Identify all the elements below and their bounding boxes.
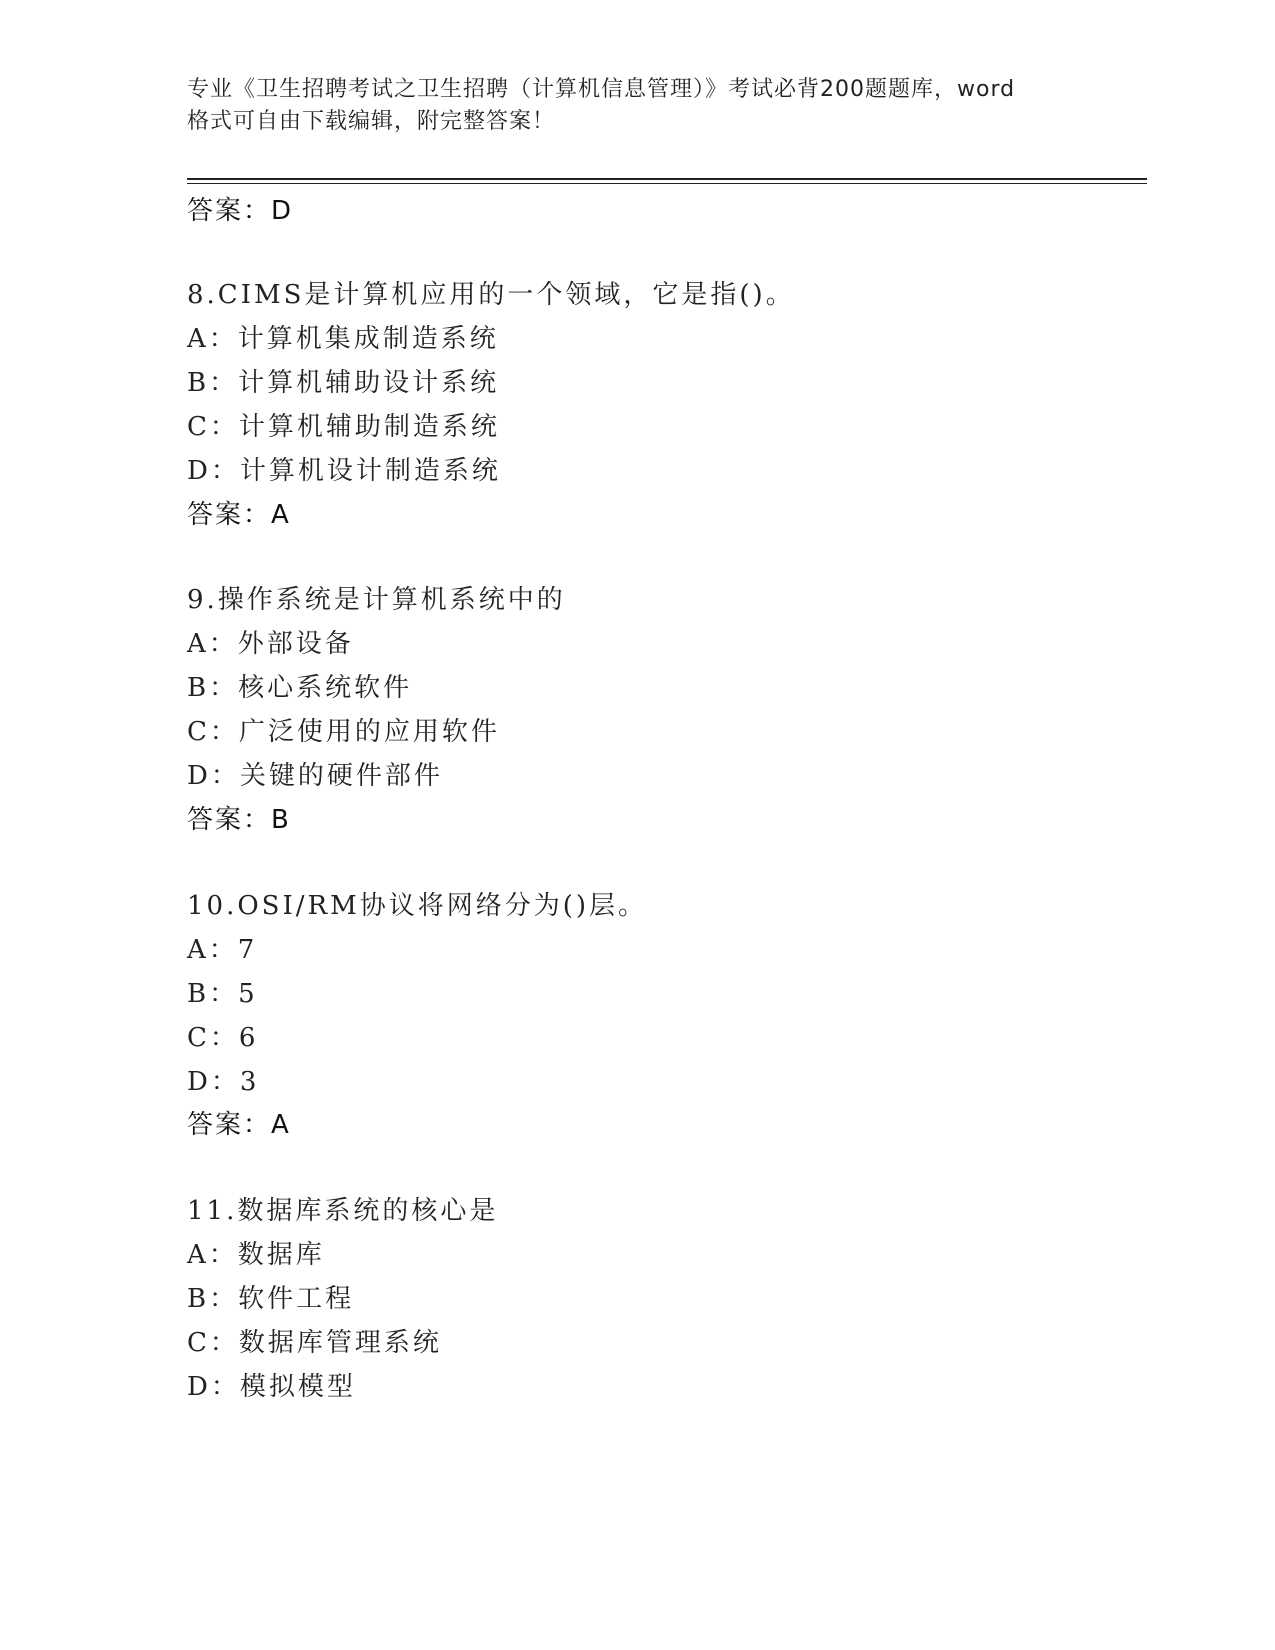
option-a: A：数据库 xyxy=(187,1240,325,1270)
header-line-1: 专业《卫生招聘考试之卫生招聘（计算机信息管理）》考试必背200题题库，word xyxy=(187,77,1016,102)
option-a: A：外部设备 xyxy=(187,629,354,659)
option-b: B：软件工程 xyxy=(187,1284,355,1314)
option-d: D：3 xyxy=(187,1067,260,1097)
option-c: C：计算机辅助制造系统 xyxy=(187,412,500,442)
header-line-2: 格式可自由下载编辑，附完整答案！ xyxy=(187,109,556,134)
answer-line: 答案：A xyxy=(187,1110,291,1140)
option-d: D：模拟模型 xyxy=(187,1372,356,1402)
answer-line: 答案：D xyxy=(187,196,294,226)
question-text: 10.OSI/RM协议将网络分为()层。 xyxy=(187,891,647,921)
option-b: B：计算机辅助设计系统 xyxy=(187,368,500,398)
option-d: D：计算机设计制造系统 xyxy=(187,456,501,486)
answer-line: 答案：A xyxy=(187,500,291,530)
question-text: 9.操作系统是计算机系统中的 xyxy=(187,585,566,615)
option-c: C：6 xyxy=(187,1023,259,1053)
option-d: D：关键的硬件部件 xyxy=(187,761,443,791)
option-c: C：广泛使用的应用软件 xyxy=(187,717,500,747)
header-divider-thin xyxy=(187,183,1147,184)
option-b: B：5 xyxy=(187,979,258,1009)
header-divider xyxy=(187,178,1147,180)
option-b: B：核心系统软件 xyxy=(187,673,413,703)
question-text: 11.数据库系统的核心是 xyxy=(187,1196,499,1226)
option-a: A：计算机集成制造系统 xyxy=(187,324,499,354)
document-page xyxy=(187,0,1147,1650)
answer-line: 答案：B xyxy=(187,805,291,835)
question-text: 8.CIMS是计算机应用的一个领域，它是指()。 xyxy=(187,280,795,310)
option-a: A：7 xyxy=(187,935,258,965)
option-c: C：数据库管理系统 xyxy=(187,1328,442,1358)
document-header xyxy=(187,74,1087,138)
